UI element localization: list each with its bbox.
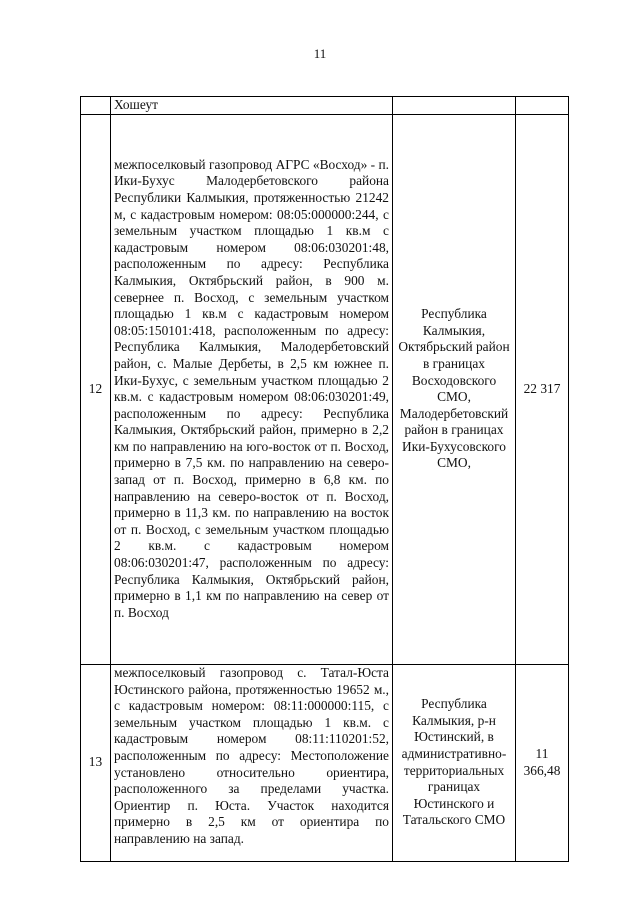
property-table <box>80 96 569 862</box>
table-row <box>81 97 569 115</box>
table-row <box>81 664 569 861</box>
cell-description <box>111 664 393 861</box>
cell-location <box>393 97 516 115</box>
page-number: 11 <box>313 46 327 61</box>
cell-value: 22 317 <box>516 114 569 664</box>
cell-number: 12 <box>81 114 111 664</box>
cell-number: 13 <box>81 664 111 861</box>
cell-value <box>516 97 569 115</box>
cell-location: Республика Калмыкия, р-н Юстинский, в административно-территориальных границах Юстинского и Татальского СМО <box>393 664 516 861</box>
cell-value: 11 366,48 <box>516 664 569 861</box>
cell-location: Республика Калмыкия, Октябрьский район в границах Восходовского СМО, Малодербетовский район в границах Ики-Бухусовского СМО, <box>393 114 516 664</box>
table-row <box>81 114 569 664</box>
cell-number <box>81 97 111 115</box>
cell-description: межпоселковый газопровод АГРС «Восход» - п. Ики-Бухус Малодербетовского района Республики Калмыкия, протяженностью 21242 м, с кадастровым номером: 08:05:000000:244, с земельным участком площадью 1 кв.м с кадастровым номером 08:06:030201:48, расположенным по адресу: Республика Калмыкия, Октябрьский район, в 900 м. севернее п. Восход, с земельным участком площадью 1 кв.м с кадастровым номером 08:05:150101:418, расположенным по адресу: Республика Калмыкия, Малодербетовский район, с. Малые Дербеты, в 2,5 км южнее п. Ики-Бухус, с земельным участком площадью 2 кв.м. с кадастровым номером 08:06:030201:49, расположенным по адресу: Республика Калмыкия, Октябрьский район, примерно в 2,2 км по направлению на юго-восток от п. Восход, примерно в 7,5 км. по направлению на северо-запад от п. Восход, примерно в 6,8 км. по направлению на северо-восток от п. Восход, примерно в 11,3 км. по направлению на восток от п. Восход, с земельным участком площадью 2 кв.м. с кадастровым номером 08:06:030201:47, расположенным по адресу: Республика Калмыкия, Октябрьский район, примерно в 1,1 км по направлению на север от п. Восход <box>111 114 393 664</box>
cell-description-text: межпоселковый газопровод с. Татал-Юста Юстинского района, протяженностью 19652 м., с кадастровым номером: 08:11:000000:115, с земельным участком площадью 1 кв.м. с кадастровым номером 08:11:110201:52, расположенным по адресу: Местоположение установлено относительно ориентира, расположенного за пределами участка. Ориентир п. Юста. Участок находится примерно в 2,5 км от ориентира по направлению на запад. <box>114 665 389 847</box>
cell-description: Хошеут <box>111 97 393 115</box>
